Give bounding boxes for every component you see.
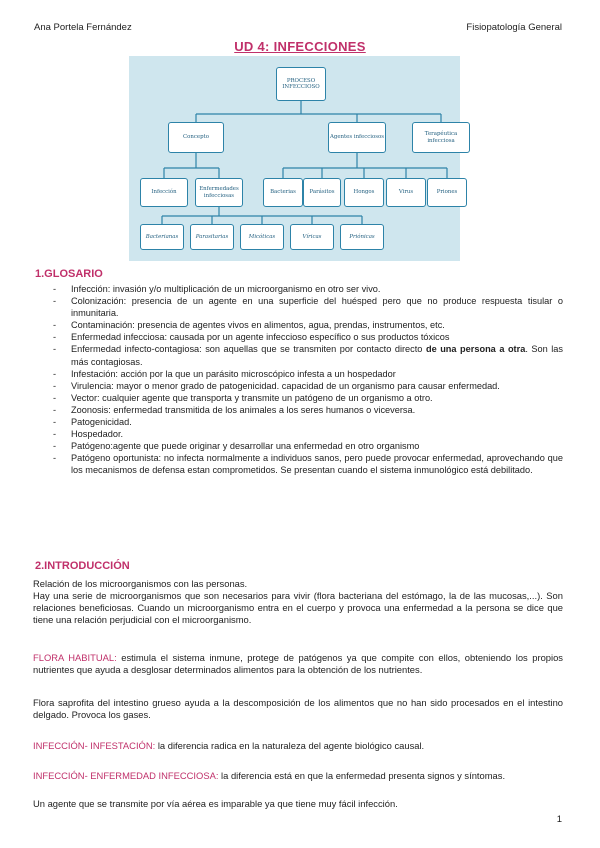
flora-saprofita-paragraph: Flora saprofita del intestino grueso ayuda a la descomposición de los alimentos que no han sido procesados en el intestino delgado. Provoca los gases.: [33, 697, 563, 721]
contagiosa-text: Enfermedad infecto-contagiosa: son aquellas que se transmiten por contacto directo: [71, 344, 426, 355]
list-item: - Contaminación: presencia de agentes vivos en alimentos, agua, prendas, instrumentos, etc.: [35, 319, 563, 331]
node-viricas: Víricas: [290, 224, 334, 250]
infeccion-enfermedad-label: INFECCIÓN- ENFERMEDAD INFECCIOSA:: [33, 770, 219, 781]
page-title: UD 4: INFECCIONES: [234, 39, 366, 54]
flora-habitual-text: estimula el sistema inmune, protege de patógenos ya que compite con ellos, obteniendo los propios nutrientes que ayuda a desglosar determinados alimentos para la obtención de los nutrientes.: [33, 652, 563, 676]
infeccion-infestacion-label: INFECCIÓN- INFESTACIÓN:: [33, 740, 156, 751]
flora-habitual-label: FLORA HABITUAL:: [33, 652, 117, 663]
transmision-aerea-paragraph: Un agente que se transmite por vía aérea es imparable ya que tiene muy fácil infección.: [33, 798, 398, 809]
node-infeccion: Infección: [140, 178, 188, 207]
section-heading-introduccion: 2.INTRODUCCIÓN: [35, 560, 130, 572]
list-item: - Patogenicidad.: [35, 416, 563, 428]
node-hongos: Hongos: [344, 178, 384, 207]
contagiosa-bold: de una persona a otra: [425, 344, 526, 355]
node-concepto: Concepto: [168, 122, 224, 153]
infeccion-infestacion-paragraph: [33, 740, 563, 752]
list-item: - Patógeno oportunista: no infecta normalmente a individuos sanos, pero puede provocar enfermedad, aprovechando que los mecanismos de defensa estan comprometidos. Se presentan cuando el sistema inmunológico está debilitado.: [35, 452, 563, 476]
list-item: - Colonización: presencia de un agente en una superficie del huésped pero que no produce respuesta tisular o inmunitaria.: [35, 295, 563, 319]
header-author: Ana Portela Fernández: [34, 22, 132, 33]
infeccion-enfermedad-text: la diferencia está en que la enfermedad presenta signos y síntomas.: [218, 770, 506, 781]
node-bacterianas: Bacterianas: [140, 224, 184, 250]
node-micoticas: Micóticas: [240, 224, 284, 250]
header-course: Fisiopatología General: [466, 22, 562, 33]
node-bacterias: Bacterias: [263, 178, 303, 207]
list-item: - Zoonosis: enfermedad transmitida de los animales a los seres humanos o viceversa.: [35, 404, 563, 416]
flora-habitual-paragraph: [33, 652, 563, 676]
infeccion-enfermedad-paragraph: [33, 770, 563, 782]
list-item: - Hospedador.: [35, 428, 563, 440]
node-parasitos: Parásitos: [303, 178, 341, 207]
node-terapeutica-infecciosa: Terapéutica infecciosa: [412, 122, 470, 153]
node-virus: Virus: [386, 178, 426, 207]
node-prionicas: Priónicas: [340, 224, 384, 250]
list-item: - Virulencia: mayor o menor grado de patogenicidad. capacidad de un organismo para causar enfermedad.: [35, 380, 563, 392]
intro-paragraph-2: Hay una serie de microorganismos que son necesarios para vivir (flora bacteriana del estómago, la de las mucosas,...). Son relaciones beneficiosas. Cuando un microorganismo entra en el cuerpo y provoca una enfermedad a la persona se dice que tiene una relación perjudicial con el microorganismo.: [33, 590, 563, 626]
list-item: - Enfermedad infecciosa: causada por un agente infeccioso específico o sus productos tóxicos: [35, 331, 563, 343]
list-item: [35, 343, 563, 367]
infeccion-infestacion-text: la diferencia radica en la naturaleza del agente biológico causal.: [155, 740, 425, 751]
page-number: 1: [556, 814, 562, 825]
list-item: - Vector: cualquier agente que transporta y transmite un patógeno de un organismo a otro.: [35, 392, 563, 404]
node-enfermedades-infecciosas: Enfermedades infecciosas: [195, 178, 243, 207]
list-item: - Patógeno:agente que puede originar y desarrollar una enfermedad en otro organismo: [35, 440, 563, 452]
list-item: - Infestación: acción por la que un parásito microscópico infesta a un hospedador: [35, 368, 563, 380]
node-parasitarias: Parasitarias: [190, 224, 234, 250]
concept-diagram: [129, 56, 460, 261]
section-heading-glosario: 1.GLOSARIO: [35, 268, 103, 280]
node-proceso-infeccioso: PROCESO INFECCIOSO: [276, 67, 326, 101]
node-agentes-infecciosos: Agentes infecciosos: [328, 122, 386, 153]
intro-paragraph-1: Relación de los microorganismos con las personas.: [33, 578, 248, 589]
glosario-list: [35, 283, 563, 477]
contagiosa-tail: . Son las más contagiosas.: [71, 344, 564, 367]
node-priones: Priones: [427, 178, 467, 207]
list-item: - Infección: invasión y/o multiplicación de un microorganismo en otro ser vivo.: [35, 283, 563, 295]
